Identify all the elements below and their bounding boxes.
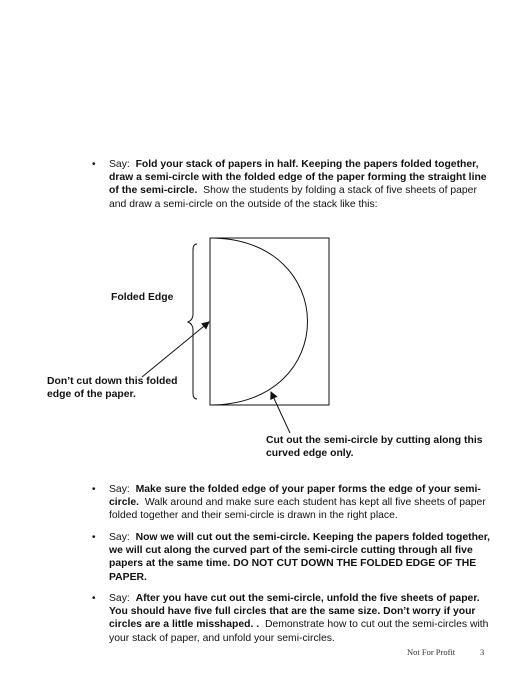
semi-circle-curve — [210, 238, 308, 405]
page-number: 3 — [480, 647, 485, 657]
folded-edge-label: Folded Edge — [111, 292, 174, 303]
instruction-bullet-2 — [92, 483, 492, 523]
instruction-bold-text: After you have cut out the semi-circle, unfold the five sheets of paper. You should have five full circles that are the same size. Don’t worry if your circles are a little misshaped. . — [109, 593, 480, 631]
cut-out-label: Cut out the semi-circle by cutting along this curved edge only. — [266, 435, 483, 460]
instruction-bold-text: Fold your stack of papers in half. Keeping the papers folded together, draw a semi-circle with the folded edge of the paper forming the straight line of the semi-circle. — [109, 159, 487, 197]
instruction-bullet-4 — [92, 592, 492, 645]
instruction-text: Walk around and make sure each student has kept all five sheets of paper folded together and their semi-circle is drawn in the right place. — [109, 497, 486, 522]
bullet-marker: • — [92, 159, 96, 170]
instruction-text: Show the students by folding a stack of five sheets of paper and draw a semi-circle on the outside of the stack like this: — [109, 185, 477, 210]
say-label: Say: — [109, 593, 130, 604]
paper-stack-rectangle — [210, 238, 329, 405]
say-label: Say: — [109, 484, 130, 495]
instruction-text: Demonstrate how to cut out the semi-circles with your stack of paper, and unfold your semi-circles. — [109, 619, 489, 644]
say-label: Say: — [109, 159, 130, 170]
cut-curve-arrow — [271, 392, 290, 433]
bullet-marker: • — [92, 484, 96, 495]
bullet-marker: • — [92, 593, 96, 604]
dont-cut-arrow — [142, 322, 209, 377]
instruction-bold-text: Make sure the folded edge of your paper forms the edge of your semi-circle. — [109, 484, 481, 509]
footer-text: Not For Profit — [407, 647, 456, 657]
instruction-bullet-3 — [92, 531, 492, 584]
say-label: Say: — [109, 532, 130, 543]
instruction-bold-text: Now we will cut out the semi-circle. Keeping the papers folded together, we will cut along the curved part of the semi-circle cutting through all five papers at the same time. DO NOT CUT DOWN THE FOLDED EDGE OF THE PAPER. — [109, 532, 491, 583]
dont-cut-label: Don’t cut down this folded edge of the paper. — [47, 376, 178, 401]
bullet-marker: • — [92, 532, 96, 543]
